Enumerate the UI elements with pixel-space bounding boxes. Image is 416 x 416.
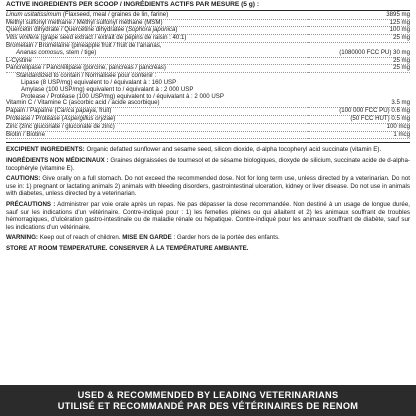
latin-name: Vitis vinifera (6, 34, 39, 42)
ingredient-amount: 125 mg (308, 19, 410, 27)
ingredient-amount: (1080000 FCC PU) 30 mg (308, 50, 410, 57)
banner-line-en: USED & RECOMMENDED BY LEADING VETERINARIANS (77, 389, 339, 400)
latin-name: Sophora japonica (127, 26, 176, 34)
ingredient-amount: 100 mcg (308, 123, 410, 131)
excipient-text: Organic defatted sunflower and sesame seed, silicon dioxide, d-alpha tocopheryl acid succinate (vitamin E). (84, 146, 382, 154)
ingredient-amount: 3.5 mg (308, 100, 410, 107)
ingredient-name: Quercetin dihydrate / Quercétine dihydratée (Sophora japonica) (6, 27, 308, 35)
ingredient-name: Bromelain / Bromélaïne (pineapple fruit / fruit de l’ananas, (6, 41, 162, 49)
ingredient-amount (308, 80, 410, 87)
ingredient-amount: 3895 mg (308, 12, 410, 19)
ingredient-amount: 100 mg (308, 27, 410, 35)
ingredients-table (6, 12, 410, 140)
cautions-paragraph (6, 175, 410, 198)
banner-line-fr: UTILISÉ ET RECOMMANDÉ PAR DES VÉTÉRINAIRES DE RENOM (57, 400, 359, 411)
ingredient-amount: 25 mg (308, 35, 410, 43)
ingredient-name: Linum usitatissimum (Flaxseed, meal / graines de lin, farine) (6, 12, 308, 19)
warning-fr-label: MISE EN GARDE (122, 234, 172, 242)
ingredient-amount: 25 mg (308, 57, 410, 65)
ingredient-row (6, 50, 410, 57)
ingredient-name: Pancrelipase / Pancrélipase (porcine, pancreas / pancréas) (6, 65, 308, 73)
ingredient-name: Biotin / Biotine (6, 131, 308, 139)
latin-name: Carica papaya (56, 107, 96, 115)
ingredients-header: ACTIVE INGREDIENTS PER SCOOP / INGRÉDIENTS ACTIFS PAR MESURE (5 g) : (6, 1, 410, 11)
ingredient-name: Vitis vinifera (grape seed extract / extrait de pépins de raisin : 40:1) (6, 35, 308, 43)
label-content (6, 1, 410, 252)
excipient-fr-label: INGRÉDIENTS NON MÉDICINAUX : (6, 156, 109, 164)
ingredient-name: Protease / Protéase (100 USP/mg) equivalent to / équivalant à : 2 000 USP (21, 92, 224, 100)
storage-paragraph (6, 245, 410, 253)
ingredient-name: Papain / Papaïne (Carica papaya, fruit) (6, 108, 308, 116)
ingredient-name: Zinc (zinc gluconate / gluconate de zinc) (6, 123, 308, 131)
ingredient-row (6, 12, 410, 19)
ingredient-name: Lipase (8 USP/mg) equivalent to / équivalant à : 160 USP (21, 78, 177, 86)
ingredient-row (6, 123, 410, 131)
storage-label: STORE AT ROOM TEMPERATURE. CONSERVER À LA TEMPÉRATURE AMBIANTE. (6, 244, 249, 252)
divider (6, 142, 410, 143)
ingredient-amount: (100 000 FCC PU) 0.6 mg (308, 108, 410, 116)
latin-name: Linum usitatissimum (6, 10, 62, 18)
warning-text: Keep out of reach of children. (37, 234, 123, 242)
ingredient-amount: 25 mg (308, 65, 410, 73)
precautions-paragraph (6, 201, 410, 231)
excipient-fr-paragraph (6, 157, 410, 172)
ingredient-row (6, 131, 410, 139)
excipient-paragraph (6, 146, 410, 154)
ingredient-name: L-Cystine (6, 57, 308, 65)
warning-label: WARNING: (6, 234, 38, 242)
ingredient-name: Methyl sulfonyl methane / Méthyl sulfonyl méthane (MSM) (6, 19, 308, 27)
warning-paragraph (6, 234, 410, 242)
latin-name: Ananas comosus (16, 48, 63, 56)
ingredient-name: Protease / Protéase (Aspergillus oryzae) (6, 115, 308, 123)
ingredient-name: Vitamin C / Vitamine C (ascorbic acid / acide ascorbique) (6, 100, 308, 107)
ingredient-amount: 1 mcg (308, 131, 410, 139)
cautions-text: Give orally on a full stomach. Do not exceed the recommended dose. Not for long term use, unless directed by a veterinarian. Do not use in: 1) pregnant or lactating animals 2) animals with bleeding disorders, gastrointestinal ulceration, kidney or liver disease. Do not use in animals with diabetes, unless directed by a veterinarian. (6, 175, 410, 198)
ingredient-name: Amylase (100 USP/mg) equivalent to / équivalant à : 2 000 USP (21, 85, 194, 93)
ingredient-amount (308, 73, 410, 80)
vet-banner (0, 385, 416, 416)
ingredient-name: Standardized to contain / Normalisée pour contenir : (16, 72, 157, 80)
warning-fr-text: : Garder hors de la portée des enfants. (171, 234, 280, 242)
ingredient-amount (308, 87, 410, 94)
latin-name: Aspergillus oryzae (63, 114, 114, 122)
cautions-label: CAUTIONS: (6, 175, 41, 183)
ingredient-name: Ananas comosus, stem / tige) (6, 50, 308, 57)
excipient-fr-text: Graines dégraissées de tournesol et de sésame biologiques, dioxyde de silicium, succinate acide de d-alpha-tocophéryle (vitamine E). (6, 156, 410, 172)
precautions-label: PRÉCAUTIONS : (6, 200, 56, 208)
precautions-text: Administrer par voie orale après un repas. Ne pas dépasser la dose recommandée. Non destiné à un usage de longue durée, sauf sur les indications d’un vétérinaire. Contre-indiqué pour : 1) les femelles pleines ou qui allaitent et 2) les animaux souffrant de troubles hémorragiques, d’ulcération gastro-intestinale ou de maladie rénale ou hépatique. Contre-indiqué pour les animaux souffrant de diabète, sauf sur les indications d’un vétérinaire. (6, 200, 410, 231)
ingredient-amount: (50 FCC HUT) 0.5 mg (308, 115, 410, 123)
excipient-label: EXCIPIENT INGREDIENTS: (6, 146, 85, 154)
